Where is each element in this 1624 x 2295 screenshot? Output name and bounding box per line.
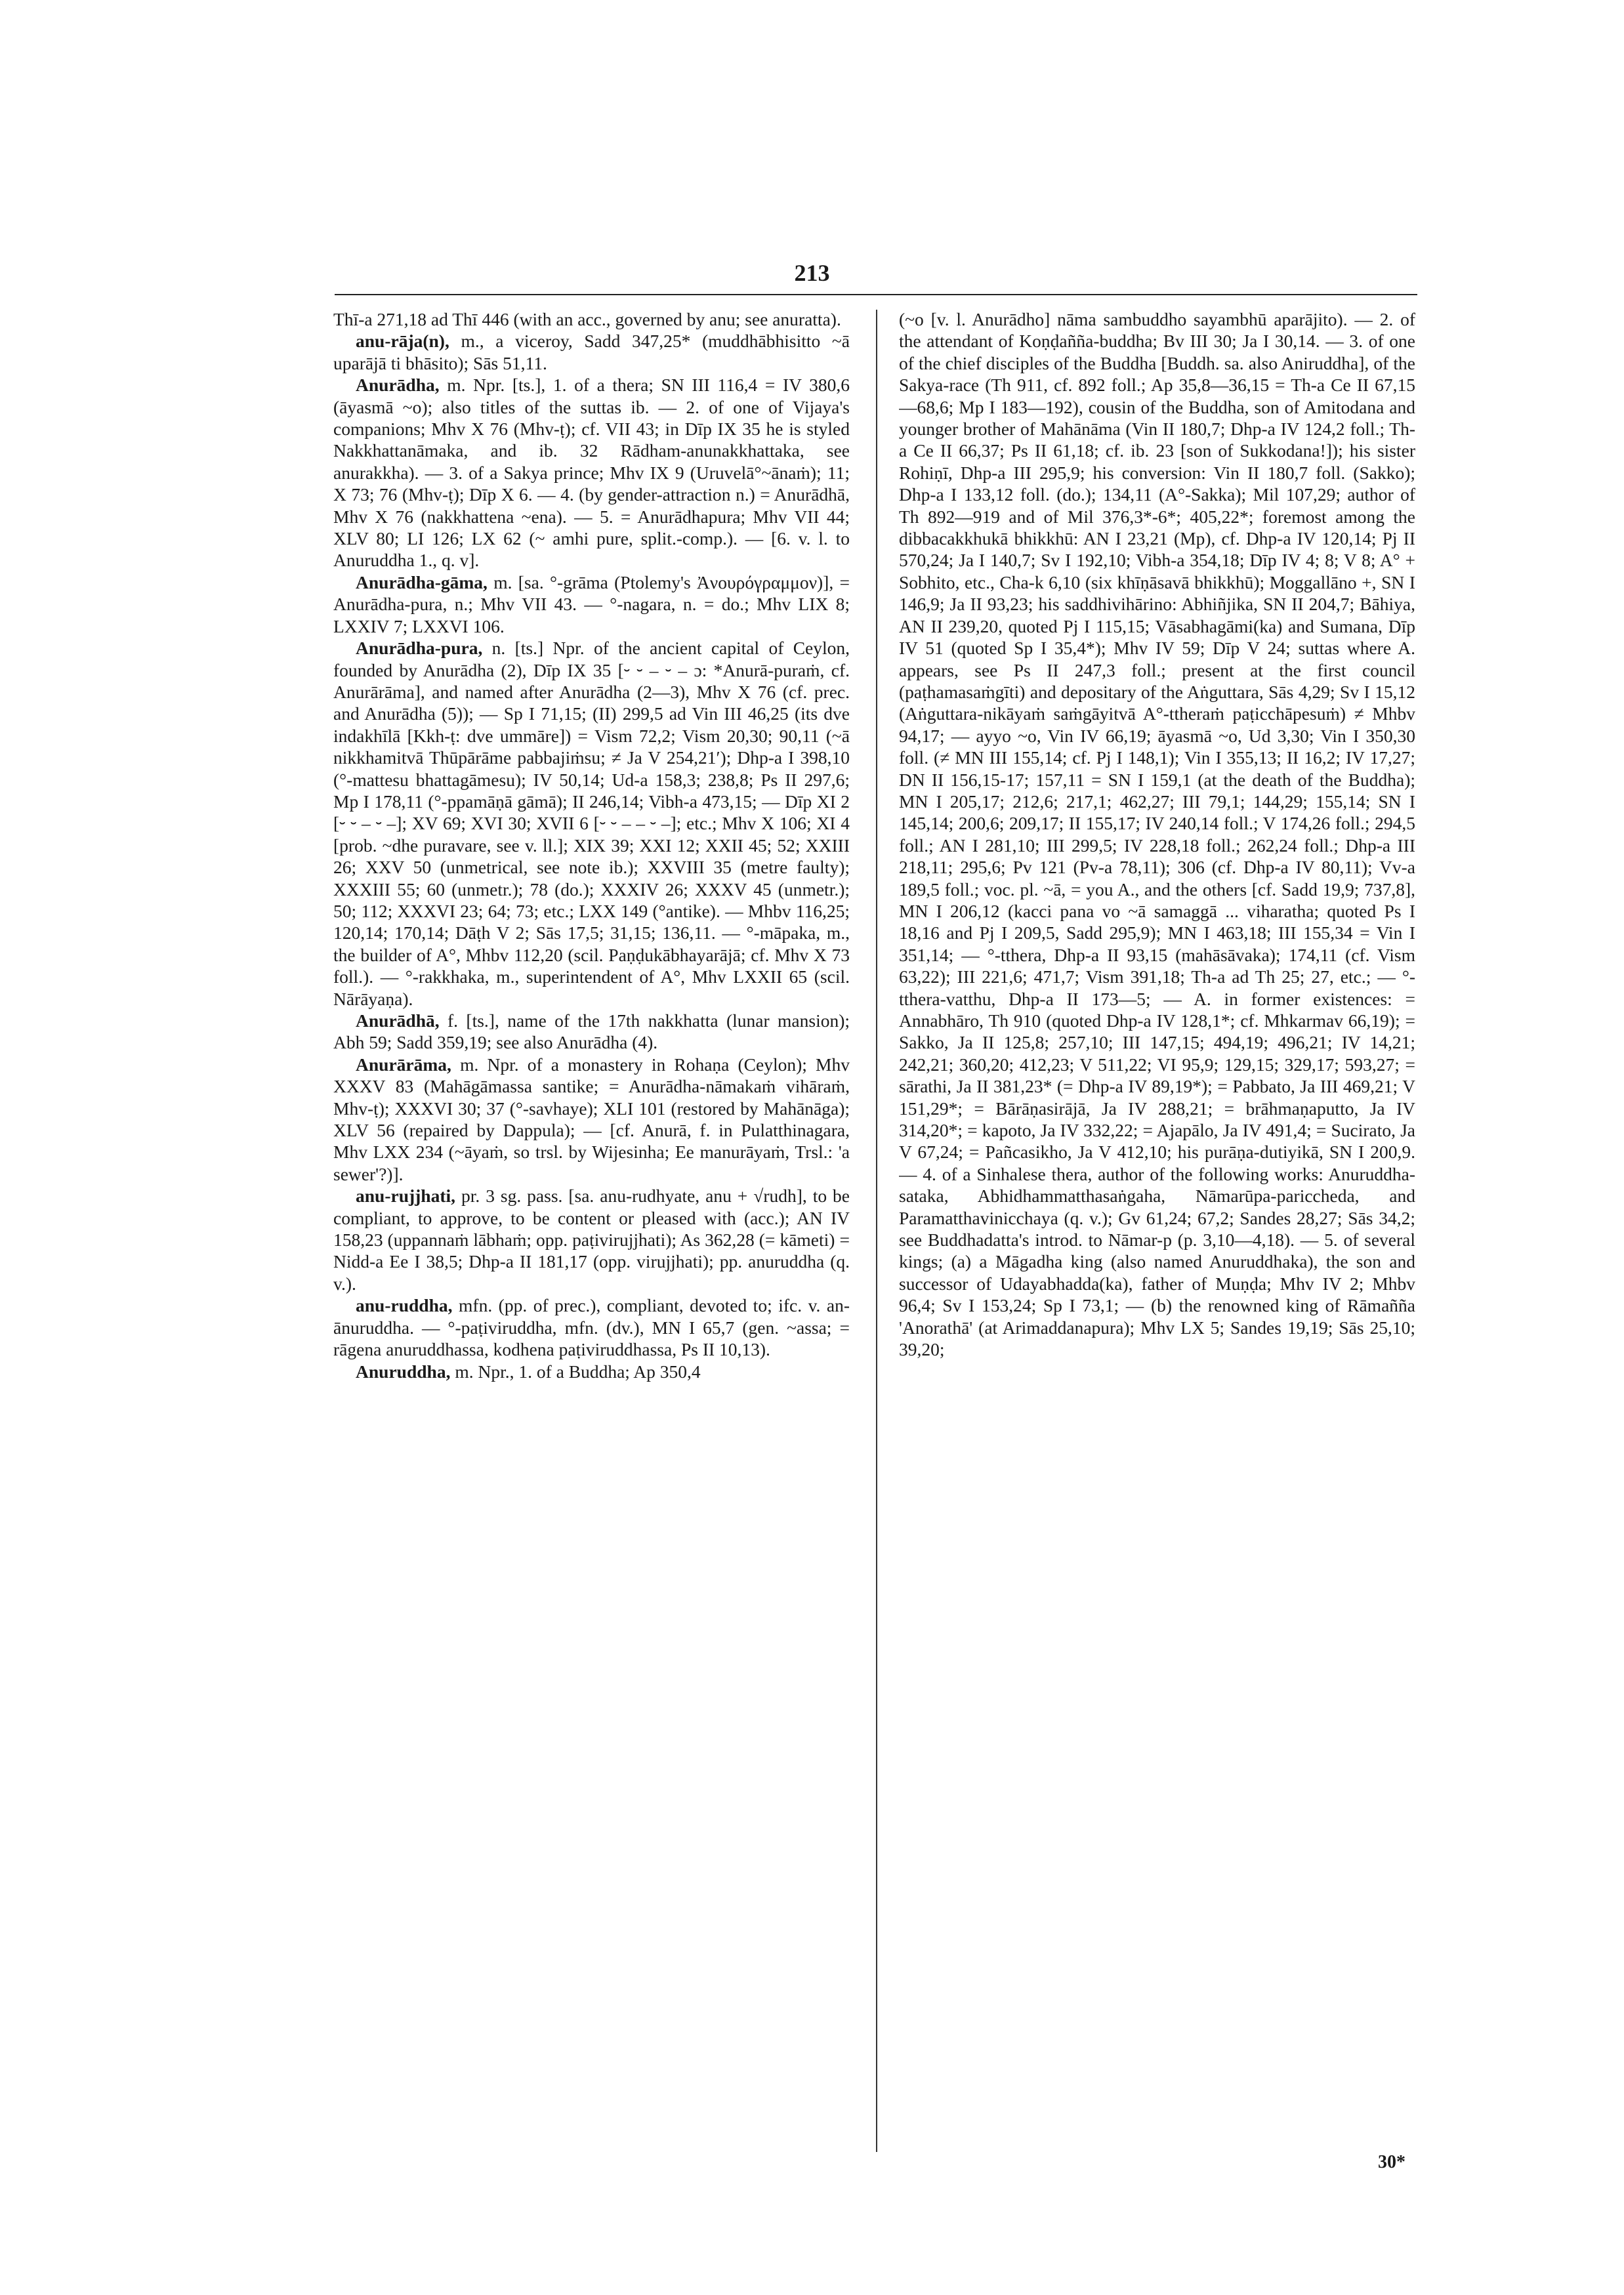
left-column [333, 308, 850, 2172]
entry-text: m. [sa. °-grāma (Ptolemy's Ἀνουρόγραμμον)], = Anurādha-pura, n.; Mhv VII 43. — °-nagara, n. = do.; Mhv LIX 8; LXXIV 7; LXXVI 106. [333, 571, 850, 636]
entry-text: Thī-a 271,18 ad Thī 446 (with an acc., governed by anu; see anuratta). [333, 309, 841, 329]
dictionary-entry [333, 571, 850, 637]
dictionary-entry [333, 1010, 850, 1054]
entry-headword: Anurādhā, [356, 1010, 440, 1031]
dictionary-entry [333, 637, 850, 1010]
entry-headword: Anurādha, [356, 375, 440, 396]
dictionary-entry [333, 1294, 850, 1360]
dictionary-entry [333, 308, 850, 330]
entry-headword: Anuruddha, [356, 1361, 451, 1382]
entry-headword: anu-ruddha, [356, 1295, 453, 1316]
entry-text: f. [ts.], name of the 17th nakkhatta (lunar mansion); Abh 59; Sadd 359,19; see also Anurādha (4). [333, 1010, 850, 1053]
column-divider [876, 310, 877, 2152]
dictionary-entry [333, 1054, 850, 1185]
page-number: 213 [794, 260, 830, 286]
dictionary-entry [333, 374, 850, 571]
signature-mark: 30* [1378, 2152, 1405, 2172]
entry-headword: anu-rāja(n), [356, 331, 449, 352]
entry-text: m., a viceroy, Sadd 347,25* (muddhābhisitto ~ā uparājā ti bhāsito); Sās 51,11. [333, 331, 850, 373]
header-rule [335, 294, 1417, 295]
entry-headword: Anurādha-gāma, [356, 571, 488, 592]
dictionary-entry [333, 1361, 850, 1382]
dictionary-entry [899, 308, 1415, 1361]
entry-text: m. Npr. [ts.], 1. of a thera; SN III 116,4 = IV 380,6 (āyasmā ~o); also titles of the suttas ib. — 2. of one of Vijaya's companions; Mhv X 76 (Mhv-ṭ); cf. VII 43; in Dīp IX 35 he is styled Nakkhattanāmaka, and ib. 32 Rādham-anunakkhattaka, see anurakkha). — 3. of a Sakya prince; Mhv IX 9 (Uruvelā°~ānaṁ); 11; X 73; 76 (Mhv-ṭ); Dīp X 6. — 4. (by gender-attraction n.) = Anurādhā, Mhv X 76 (nakkhattena ~ena). — 5. = Anurādhapura; Mhv VII 44; XLV 80; LI 126; LX 62 (~ amhi pure, split.-comp.). — [6. v. l. to Anuruddha 1., q. v]. [333, 375, 850, 571]
entry-headword: anu-rujjhati, [356, 1186, 456, 1207]
entry-headword: Anurādha-pura, [356, 638, 483, 659]
dictionary-entry [333, 1185, 850, 1294]
entry-text: m. Npr., 1. of a Buddha; Ap 350,4 [455, 1361, 701, 1382]
right-column [899, 308, 1415, 2172]
entry-text: mfn. (pp. of prec.), compliant, devoted to; ifc. v. an-ānuruddha. — °-paṭiviruddha, mfn. (dv.), MN I 65,7 (gen. ~assa; = rāgena anuruddhassa, kodhena paṭiviruddhassa, Ps II 10,13). [333, 1295, 850, 1360]
dictionary-entry [333, 330, 850, 374]
entry-text: (~o [v. l. Anurādho] nāma sambuddho sayambhū aparājito). — 2. of the attendant of Koṇḍañña-buddha; Bv III 30; Ja I 30,14. — 3. of one of the chief disciples of the Buddha [Buddh. sa. also Aniruddha], of the Sakya-race (Th 911, cf. 892 foll.; Ap 35,8—36,15 = Th-a Ce II 67,15—68,6; Mp I 183—192), cousin of the Buddha, son of Amitodana and younger brother of Mahānāma (Vin II 180,7; Dhp-a IV 124,2 foll.; Th-a Ce II 66,37; Ps II 61,18; cf. ib. 23 [son of Sukkodana!]); his sister Rohiṇī, Dhp-a III 295,9; his conversion: Vin II 180,7 foll. (Sakko); Dhp-a I 133,12 foll. (do.); 134,11 (A°-Sakka); Mil 107,29; author of Th 892—919 and of Mil 376,3*-6*; 405,22*; foremost among the dibbacakkhukā bhikkhū: AN I 23,21 (Mp), cf. Dhp-a IV 120,14; Pj II 570,24; Ja I 140,7; Sv I 192,10; Vibh-a 354,18; Dīp IV 4; 8; V 8; A° + Sobhito, etc., Cha-k 6,10 (six khīṇāsavā bhikkhū); Moggallāno +, SN I 146,9; Ja II 93,23; his saddhivihārino: Abhiñjika, SN II 204,7; Bāhiya, AN II 239,20, quoted Pj I 115,15; Vāsabhagāmi(ka) and Sumana, Dīp IV 51 (quoted Sp I 35,4*); Mhv IV 59; Dīp V 24; suttas where A. appears, see Ps II 247,3 foll.; present at the first council (paṭhamasaṁgīti) and depositary of the Aṅguttara, Sās 4,29; Sv I 15,12 (Aṅguttara-nikāyaṁ saṁgāyitvā A°-ttheraṁ paṭicchāpesuṁ) ≠ Mhbv 94,17; — ayyo ~o, Vin IV 66,19; āyasmā ~o, Ud 3,30; Vin I 350,30 foll. (≠ MN III 155,14; cf. Pj I 148,1); Vin I 355,13; II 16,2; IV 17,27; DN II 156,15-17; 157,11 = SN I 159,1 (at the death of the Buddha); MN I 205,17; 212,6; 217,1; 462,27; III 79,1; 144,29; 155,14; SN I 145,14; 200,6; 209,17; II 155,17; IV 240,14 foll.; V 174,26 foll.; 294,5 foll.; AN I 281,10; III 299,5; IV 228,18 foll.; 262,24 foll.; Dhp-a III 218,11; 295,6; Pv 121 (Pv-a 78,11); 306 (cf. Dhp-a IV 80,11); Vv-a 189,5 foll.; voc. pl. ~ā, = you A., and the others [cf. Sadd 19,9; 737,8], MN I 206,12 (kacci pana vo ~ā samaggā ... viharatha; quoted Ps I 18,16 and Pj I 209,5, Sadd 295,9); MN I 463,18; III 155,34 = Vin I 351,14; — °-tthera, Dhp-a II 93,15 (mahāsāvaka); 174,11 (cf. Vism 63,22); III 221,6; 471,7; Vism 391,18; Th-a ad Th 25; 27, etc.; — °-tthera-vatthu, Dhp-a II 173—5; — A. in former existences: = Annabhāro, Th 910 (quoted Dhp-a IV 128,1*; cf. Mhkarmav 66,19); = Sakko, Ja II 125,8; 257,10; III 147,15; 494,19; 496,21; IV 14,21; 242,21; 360,20; 412,23; V 511,22; VI 95,9; 129,15; 329,17; 593,27; = sārathi, Ja II 381,23* (= Dhp-a IV 89,19*); = Pabbato, Ja III 469,21; V 151,29*; = Bārāṇasirājā, Ja IV 288,21; = brāhmaṇaputto, Ja IV 314,20*; = kapoto, Ja IV 332,22; = Ajapālo, Ja IV 491,4; = Sucirato, Ja V 67,24; = Pañcasikho, Ja V 412,10; his purāṇa-dutiyikā, SN I 200,9. — 4. of a Sinhalese thera, author of the following works: Anuruddha-sataka, Abhidhammatthasaṅgaha, Nāmarūpa-pariccheda, and Paramatthavinicchaya (q. v.); Gv 61,24; 67,2; Sandes 28,27; Sās 34,2; see Buddhadatta's introd. to Nāmar-p (p. 3,10—4,18). — 5. of several kings; (a) a Māgadha king (also named Anuruddhaka), the son and successor of Udayabhadda(ka), father of Muṇḍa; Mhv IV 2; Mhbv 96,4; Sv I 153,24; Sp I 73,1; — (b) the renowned king of Rāmañña 'Anorathā' (at Arimaddanapura); Mhv LX 5; Sandes 19,19; Sās 25,10; 39,20; [899, 309, 1415, 1360]
entry-text: n. [ts.] Npr. of the ancient capital of Ceylon, founded by Anurādha (2), Dīp IX 35 [⏑ ⏑ – ⏑ – ɔ: *Anurā-puraṁ, cf. Anurārāma], and named after Anurādha (2—3), Mhv X 76 (cf. prec. and Anurādha (5)); — Sp I 71,15; (II) 299,5 ad Vin III 46,25 (its dve indakhīlā [Kkh-ṭ: dve ummāre]) = Vism 72,2; Vism 20,30; 90,11 (~ā nikkhamitvā Thūpārāme pabbajiṁsu; ≠ Ja V 254,21′); Dhp-a I 398,10 (°-mattesu bhattagāmesu); IV 50,14; Ud-a 158,3; 238,8; Ps II 297,6; Mp I 178,11 (°-ppamāṇā gāmā); II 246,14; Vibh-a 473,15; — Dīp XI 2 [⏑ ⏑ – ⏑ –]; XV 69; XVI 30; XVII 6 [⏑ ⏑ – – ⏑ –]; etc.; Mhv X 106; XI 4 [prob. ~dhe puravare, see v. ll.]; XIX 39; XXI 12; XXII 45; 52; XXIII 26; XXV 50 (unmetrical, see note ib.); XXVIII 35 (metre faulty); XXXIII 55; 60 (unmetr.); 78 (do.); XXXIV 26; XXXV 45 (unmetr.); 50; 112; XXXVI 23; 64; 73; etc.; LXX 149 (°antike). — Mhbv 116,25; 120,14; 170,14; Dāṭh V 2; Sās 17,5; 31,15; 136,11. — °-māpaka, m., the builder of A°, Mhbv 112,20 (scil. Paṇḍukābhayarājā; cf. Mhv X 73 foll.). — °-rakkhaka, m., superintendent of A°, Mhv LXXII 65 (scil. Nārāyaṇa). [333, 638, 850, 1009]
entry-text: m. Npr. of a monastery in Rohaṇa (Ceylon); Mhv XXXV 83 (Mahāgāmassa santike; = Anurādha-nāmakaṁ vihāraṁ, Mhv-ṭ); XXXVI 30; 37 (°-savhaye); XLI 101 (restored by Mahānāga); XLV 56 (repaired by Dappula); — [cf. Anurā, f. in Pulatthinagara, Mhv LXX 234 (~āyaṁ, so trsl. by Wijesinha; Ee manurāyaṁ, Trsl.: 'a sewer'?)]. [333, 1054, 850, 1184]
entry-text: pr. 3 sg. pass. [sa. anu-rudhyate, anu + √rudh], to be compliant, to approve, to be content or pleased with (acc.); AN IV 158,23 (uppannaṁ lābhaṁ; opp. paṭivirujjhati); As 362,28 (= kāmeti) = Nidd-a Ee I 38,5; Dhp-a II 181,17 (opp. virujjhati); pp. anuruddha (q. v.). [333, 1186, 850, 1294]
entry-headword: Anurārāma, [356, 1054, 451, 1075]
